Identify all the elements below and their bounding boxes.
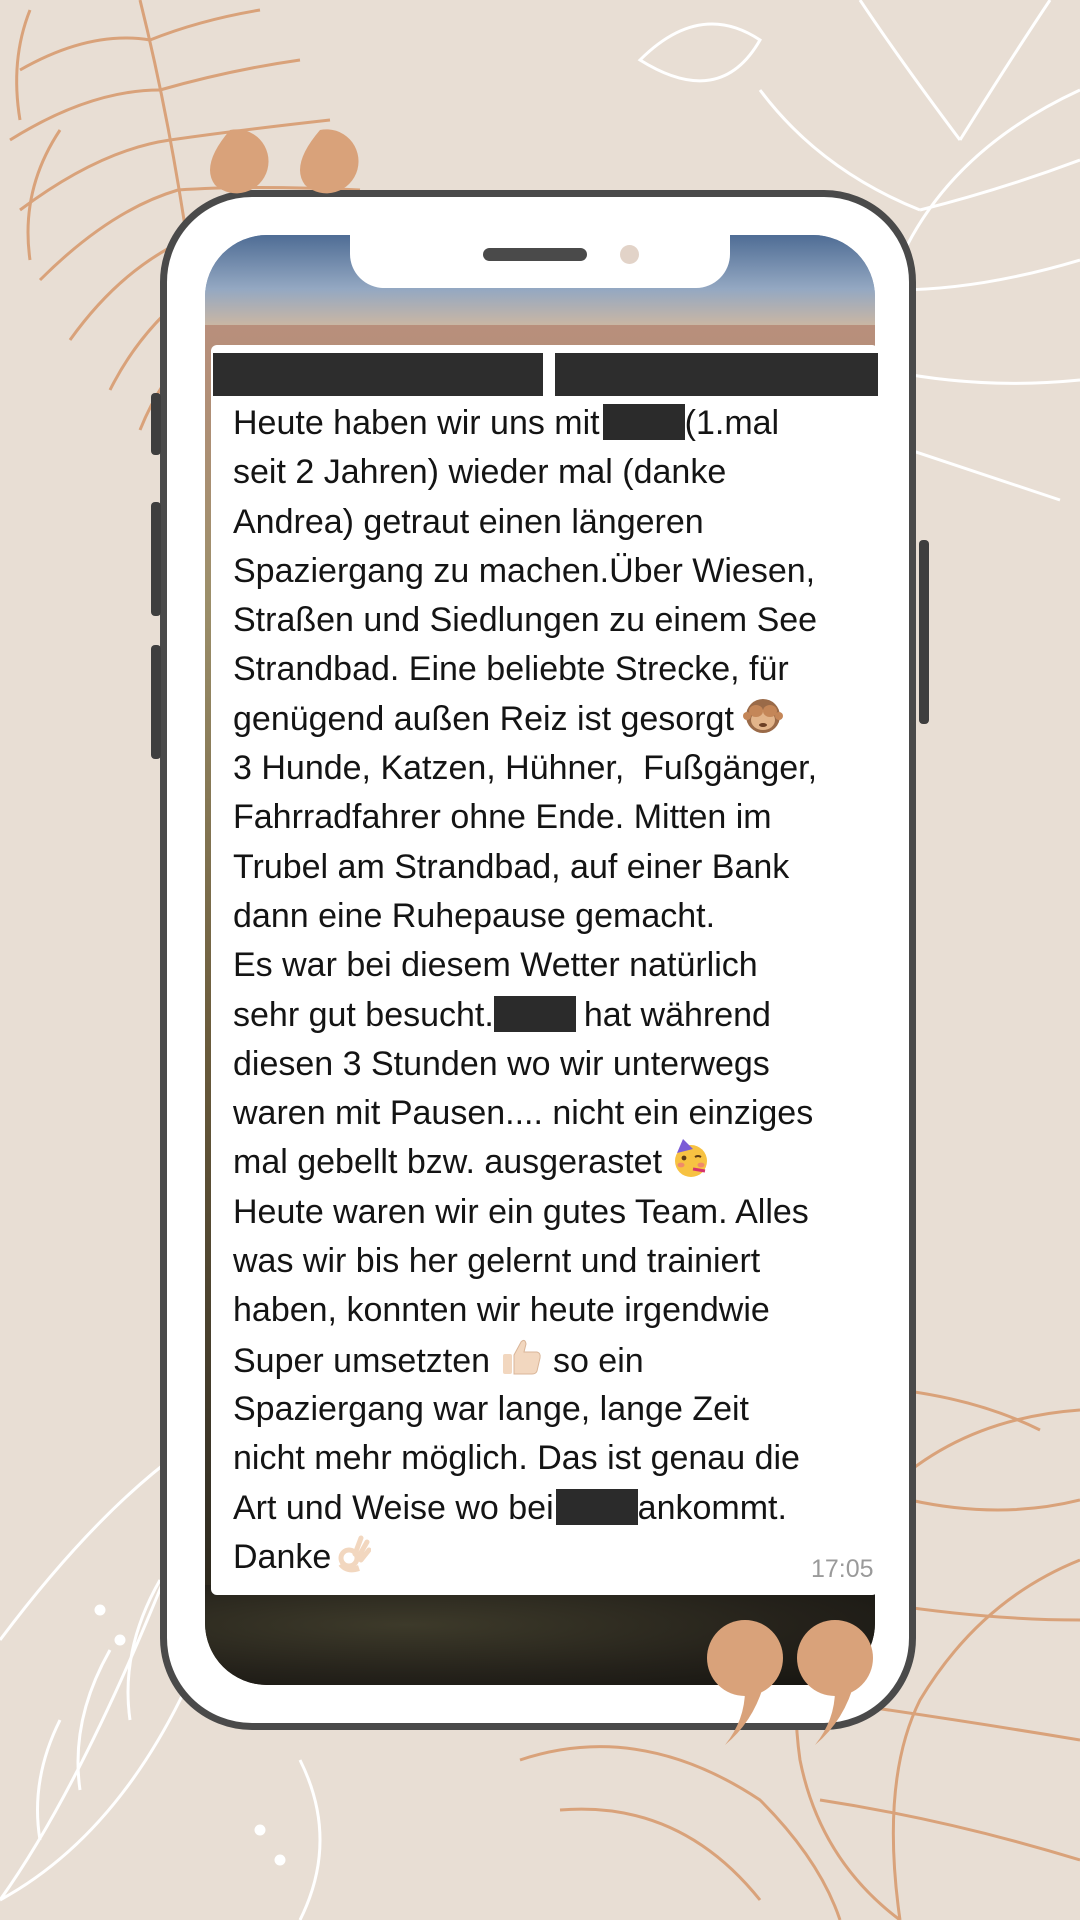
message-line: Spaziergang war lange, lange Zeit: [233, 1389, 749, 1428]
phone-volume-up-button: [151, 502, 161, 616]
message-line: Es war bei diesem Wetter natürlich: [233, 946, 758, 985]
message-line: Spaziergang zu machen.Über Wiesen,: [233, 551, 816, 590]
opening-quote-icon: [190, 125, 370, 255]
redacted-header-right: [555, 353, 878, 396]
message-line: [233, 1336, 883, 1385]
message-line: Fahrradfahrer ohne Ende. Mitten im: [233, 798, 772, 837]
phone-volume-down-button: [151, 645, 161, 759]
redacted-name: [494, 996, 576, 1032]
message-text: mal gebellt bzw. ausgerastet: [233, 1143, 663, 1182]
message-line: [233, 1484, 883, 1533]
message-line: Strandbad. Eine beliebte Strecke, für: [233, 650, 789, 689]
message-line: Heute waren wir ein gutes Team. Alles: [233, 1192, 809, 1231]
message-line: nicht mehr möglich. Das ist genau die: [233, 1439, 800, 1478]
phone-mute-switch: [151, 393, 161, 455]
message-line: [233, 695, 883, 744]
message-text: sehr gut besucht.: [233, 995, 494, 1034]
partying-face-emoji-icon: [671, 1139, 711, 1193]
thumbs-up-emoji-icon: [499, 1336, 543, 1392]
message-text: Heute haben wir uns mit: [233, 404, 600, 442]
message-text: hat während: [583, 995, 771, 1034]
phone-camera: [620, 245, 639, 264]
message-line: [233, 991, 883, 1040]
message-timestamp: 17:05: [811, 1555, 874, 1583]
message-text: Super umsetzten: [233, 1341, 491, 1380]
phone-power-button: [919, 540, 929, 724]
message-line: 3 Hunde, Katzen, Hühner, Fußgänger,: [233, 749, 818, 788]
message-text: ankommt.: [637, 1488, 787, 1527]
message-line: Straßen und Siedlungen zu einem See: [233, 601, 818, 640]
see-no-evil-monkey-emoji-icon: [743, 696, 783, 750]
chat-message-text: [233, 399, 883, 1582]
message-text: Art und Weise wo bei: [233, 1488, 554, 1527]
redacted-name: [556, 1489, 638, 1525]
message-line: [233, 399, 883, 448]
message-line: haben, konnten wir heute irgendwie: [233, 1291, 770, 1330]
phone-speaker: [483, 248, 587, 261]
message-line: dann eine Ruhepause gemacht.: [233, 896, 716, 935]
message-line: Trubel am Strandbad, auf einer Bank: [233, 847, 790, 886]
message-line: Andrea) getraut einen längeren: [233, 502, 704, 541]
message-text: genügend außen Reiz ist gesorgt: [233, 699, 734, 738]
closing-quote-icon: [705, 1610, 885, 1750]
message-line: [233, 1138, 883, 1187]
redacted-name: [603, 404, 685, 440]
message-line: diesen 3 Stunden wo wir unterwegs: [233, 1044, 770, 1083]
redacted-header-left: [213, 353, 543, 396]
message-line: was wir bis her gelernt und trainiert: [233, 1242, 761, 1281]
message-text: so ein: [552, 1341, 644, 1380]
message-text: Danke: [233, 1537, 332, 1576]
message-line: seit 2 Jahren) wieder mal (danke: [233, 453, 727, 492]
ok-hand-emoji-icon: [331, 1534, 371, 1588]
message-line: waren mit Pausen.... nicht ein einziges: [233, 1094, 814, 1133]
message-text: (1.mal: [684, 404, 780, 442]
message-line: [233, 1533, 883, 1582]
